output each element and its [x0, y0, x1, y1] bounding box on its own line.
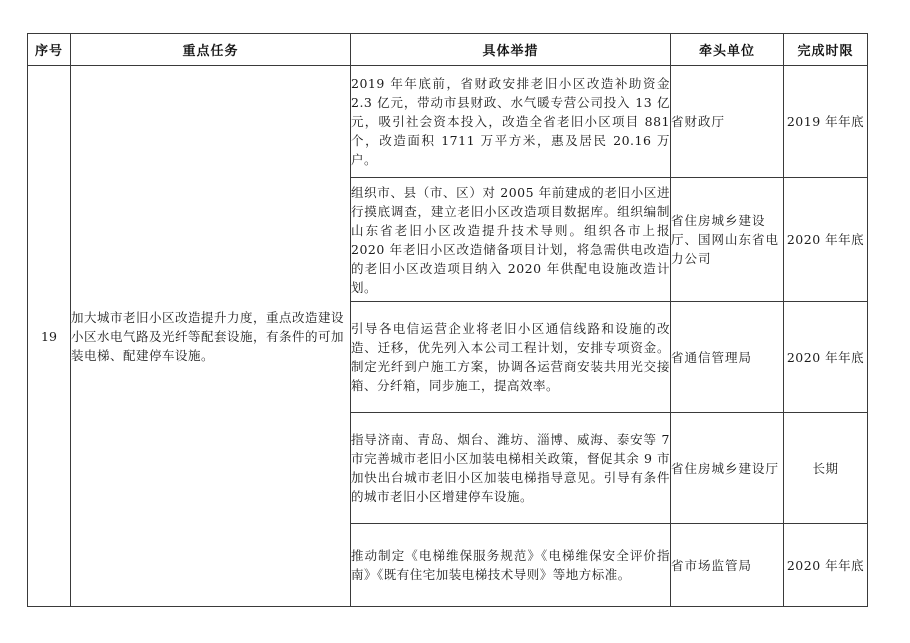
- lead-unit-cell: 省住房城乡建设厅、国网山东省电力公司: [671, 178, 784, 302]
- header-row: [28, 34, 868, 66]
- deadline-cell: 2020 年年底: [784, 302, 868, 413]
- row-number: 19: [28, 66, 71, 607]
- deadline-cell: 长期: [784, 413, 868, 524]
- measure-cell: 推动制定《电梯维保服务规范》《电梯维保安全评价指南》《既有住宅加装电梯技术导则》等地方标准。: [351, 524, 671, 607]
- header-key-task: 重点任务: [71, 34, 351, 66]
- lead-unit-cell: 省通信管理局: [671, 302, 784, 413]
- header-deadline: 完成时限: [784, 34, 868, 66]
- task-table: [27, 33, 868, 607]
- measure-cell: 2019 年年底前，省财政安排老旧小区改造补助资金 2.3 亿元，带动市县财政、水气暖专营公司投入 13 亿元，吸引社会资本投入，改造全省老旧小区项目 881 个，改造面积 1711 万平方米，惠及居民 20.16 万户。: [351, 66, 671, 178]
- deadline-cell: 2020 年年底: [784, 524, 868, 607]
- measure-cell: 组织市、县（市、区）对 2005 年前建成的老旧小区进行摸底调查，建立老旧小区改造项目数据库。组织编制山东省老旧小区改造提升技术导则。组织各市上报 2020 年老旧小区改造储备项目计划，将急需供电改造的老旧小区改造项目纳入 2020 年供配电设施改造计划。: [351, 178, 671, 302]
- measure-cell: 指导济南、青岛、烟台、潍坊、淄博、威海、泰安等 7 市完善城市老旧小区加装电梯相关政策，督促其余 9 市加快出台城市老旧小区加装电梯指导意见。引导有条件的城市老旧小区增建停车设施。: [351, 413, 671, 524]
- header-lead-unit: 牵头单位: [671, 34, 784, 66]
- measure-cell: 引导各电信运营企业将老旧小区通信线路和设施的改造、迁移，优先列入本公司工程计划，安排专项资金。制定光纤到户施工方案，协调各运营商安装共用光交接箱、分纤箱，同步施工，提高效率。: [351, 302, 671, 413]
- lead-unit-cell: 省住房城乡建设厅: [671, 413, 784, 524]
- header-serial: 序号: [28, 34, 71, 66]
- deadline-cell: 2019 年年底: [784, 66, 868, 178]
- header-measures: 具体举措: [351, 34, 671, 66]
- lead-unit-cell: 省市场监管局: [671, 524, 784, 607]
- table-row: [28, 66, 868, 178]
- lead-unit-cell: 省财政厅: [671, 66, 784, 178]
- deadline-cell: 2020 年年底: [784, 178, 868, 302]
- key-task: 加大城市老旧小区改造提升力度，重点改造建设小区水电气路及光纤等配套设施，有条件的可加装电梯、配建停车设施。: [71, 66, 351, 607]
